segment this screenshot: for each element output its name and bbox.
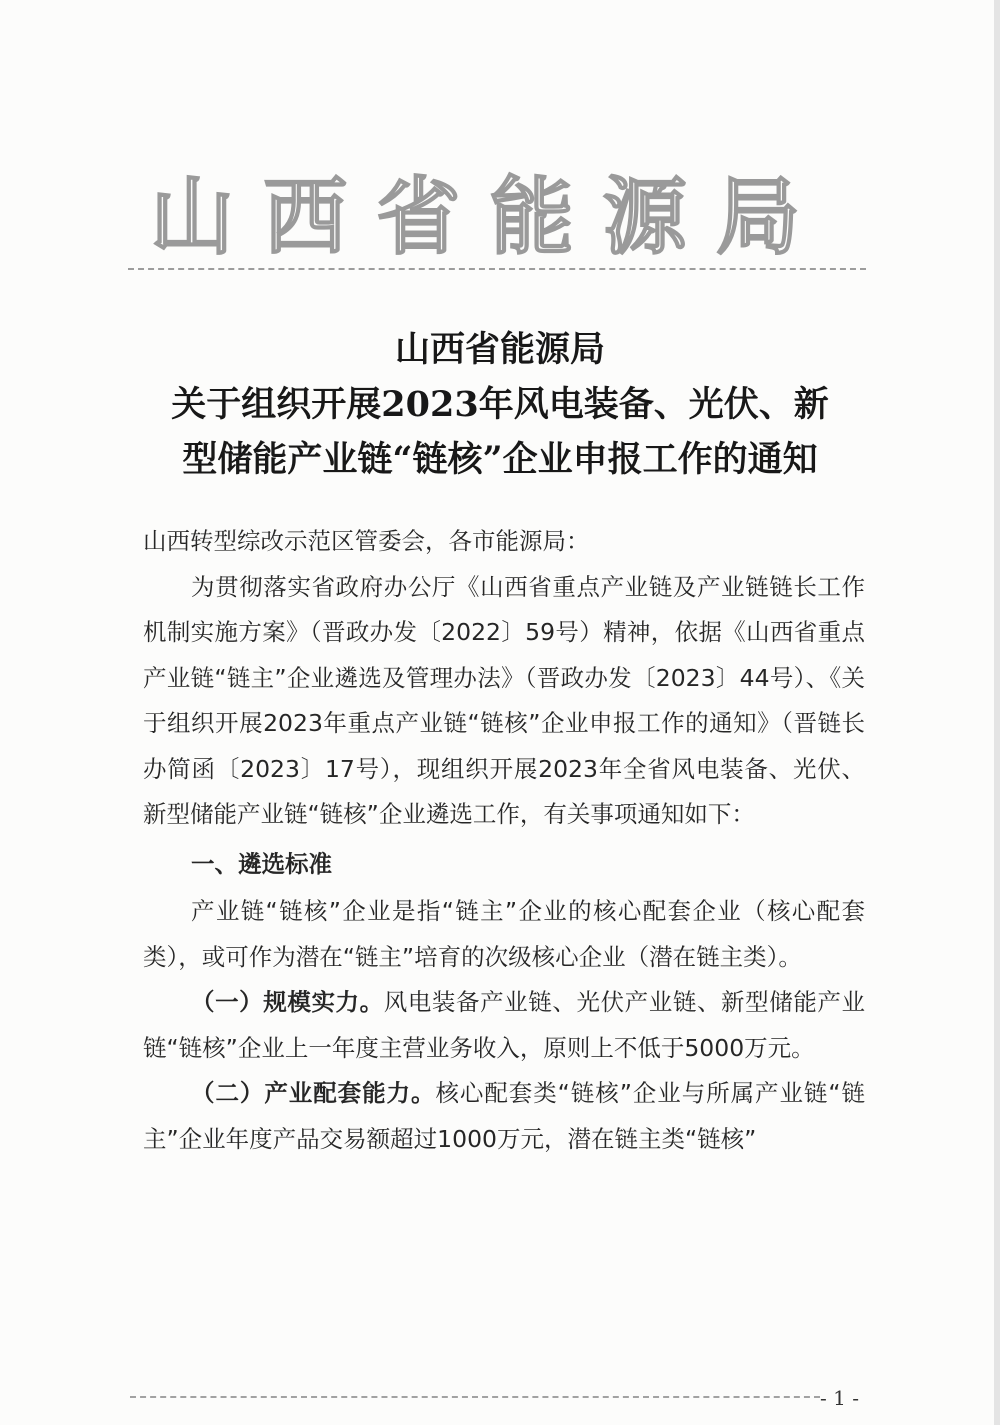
scan-edge [994, 0, 1000, 1425]
footer-divider [130, 1396, 820, 1398]
item-paragraph [143, 1071, 865, 1162]
document-title [130, 322, 870, 487]
item-text: 核心配套类“链核”企业与所属产业链“链主”企业年度产品交易额超过1000万元，潜在链主类“链核” [143, 1079, 865, 1153]
letterhead-char: 局 [715, 168, 800, 266]
item-paragraph [143, 980, 865, 1071]
letterhead-char: 山 [150, 168, 235, 266]
section-heading: 一、遴选标准 [191, 849, 332, 878]
item-label: （一）规模实力。 [191, 988, 384, 1016]
letterhead [150, 168, 800, 266]
salutation: 山西转型综改示范区管委会，各市能源局： [143, 527, 590, 555]
intro-paragraph: 为贯彻落实省政府办公厅《山西省重点产业链及产业链链长工作机制实施方案》（晋政办发〔2022〕59号）精神，依据《山西省重点产业链“链主”企业遴选及管理办法》（晋政办发〔2023〕44号）、《关于组织开展2023年重点产业链“链核”企业申报工作的通知》（晋链长办简函〔2023〕17号），现组织开展2023年全省风电装备、光伏、新型储能产业链“链核”企业遴选工作，有关事项通知如下： [143, 572, 865, 828]
title-line-1: 山西省能源局 [394, 329, 605, 370]
letterhead-char: 西 [263, 168, 348, 266]
section-paragraph: 产业链“链核”企业是指“链主”企业的核心配套企业（核心配套类），或可作为潜在“链主”培育的次级核心企业（潜在链主类）。 [143, 897, 865, 971]
title-line-2: 关于组织开展2023年风电装备、光伏、新 [171, 384, 829, 425]
letterhead-char: 源 [602, 168, 687, 266]
item-text: 风电装备产业链、光伏产业链、新型储能产业链“链核”企业上一年度主营业务收入，原则上不低于5000万元。 [143, 988, 866, 1062]
letterhead-divider [128, 268, 866, 270]
page-number: - 1 - [820, 1386, 859, 1410]
document-body [143, 519, 865, 1162]
letterhead-char: 能 [489, 168, 574, 266]
title-line-3: 型储能产业链“链核”企业申报工作的通知 [182, 439, 818, 480]
letterhead-char: 省 [376, 168, 461, 266]
item-label: （二）产业配套能力。 [191, 1079, 436, 1107]
